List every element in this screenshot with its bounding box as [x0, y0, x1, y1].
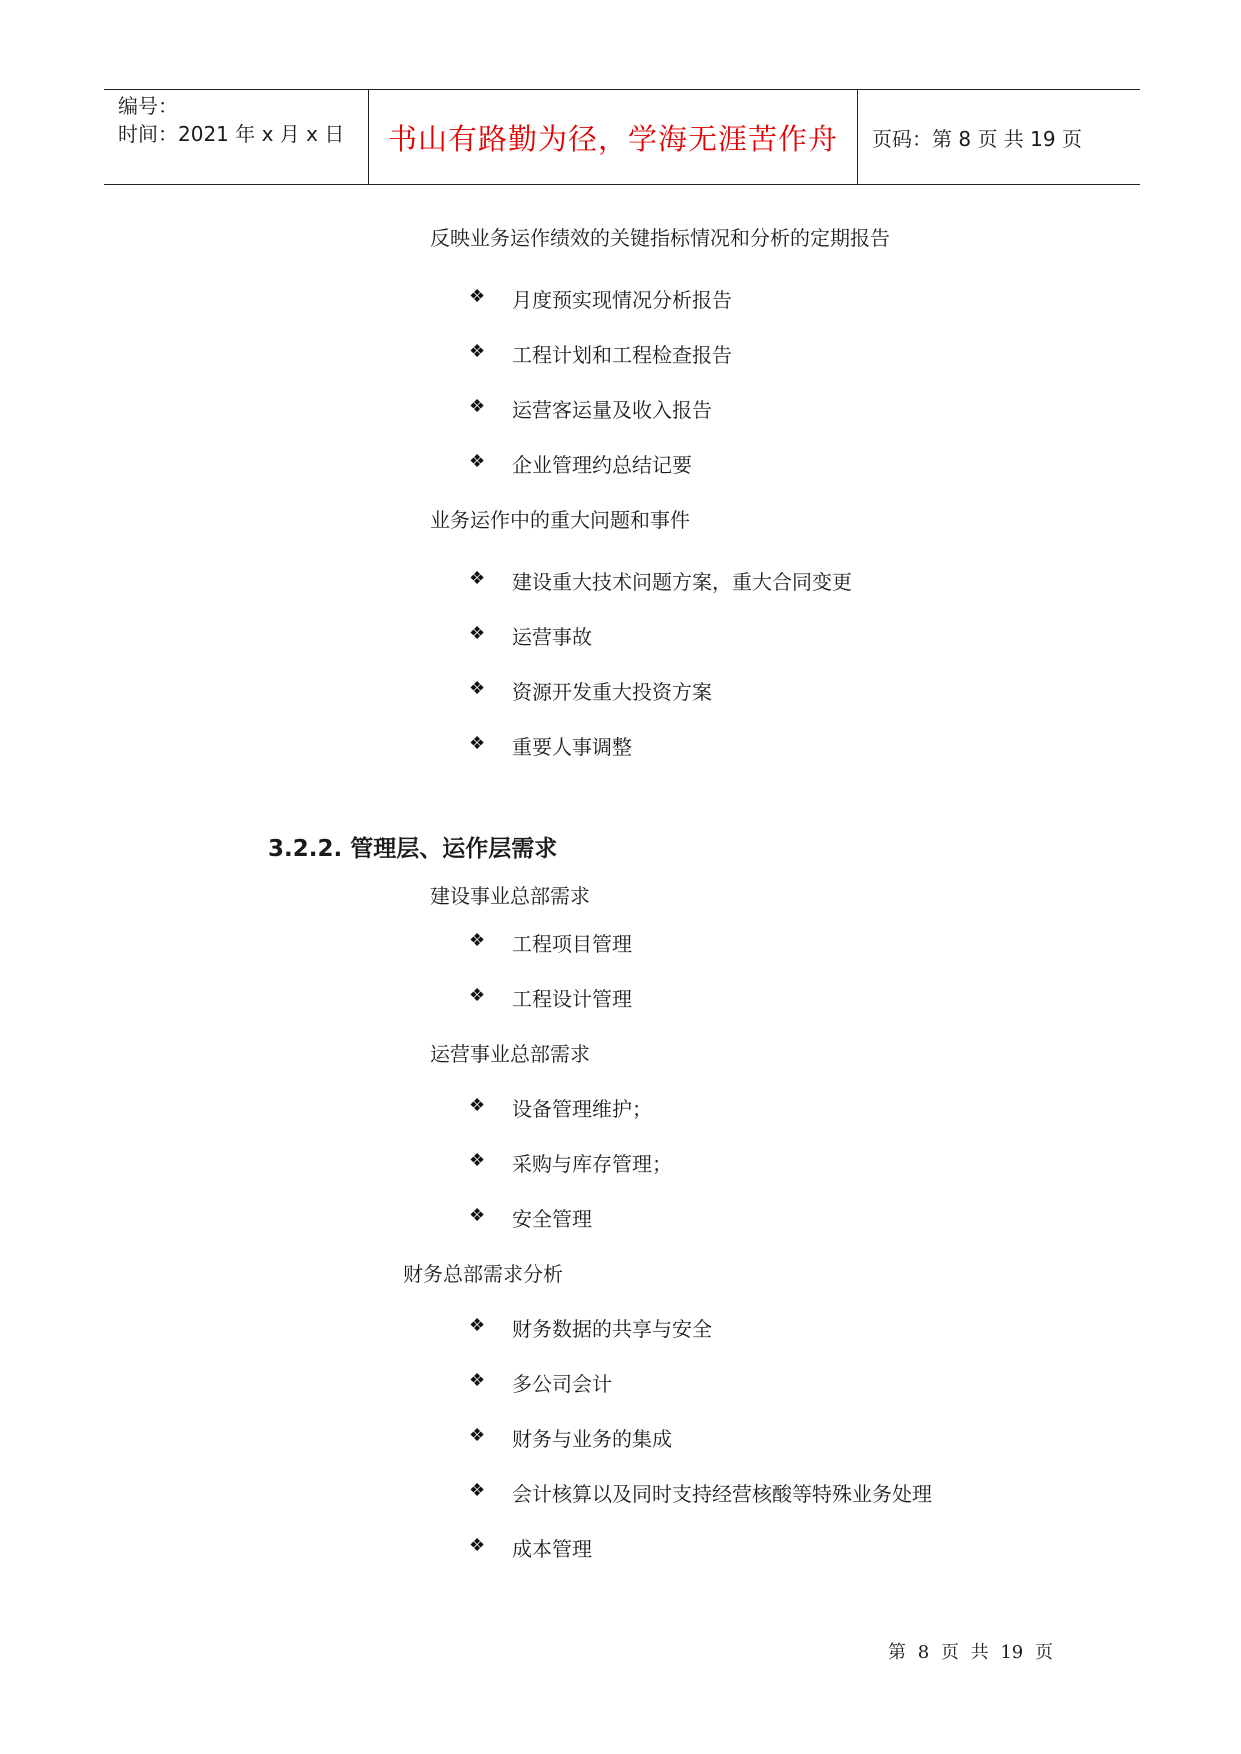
header-meta	[104, 90, 369, 184]
list-item: 财务与业务的集成	[512, 1427, 672, 1451]
document-number-label: 编号：	[118, 94, 178, 118]
section-heading: 3.2.2. 管理层、运作层需求	[268, 836, 558, 862]
paragraph-finance-needs: 财务总部需求分析	[403, 1262, 563, 1286]
diamond-bullet-icon: ❖	[469, 1205, 486, 1226]
diamond-bullet-icon: ❖	[469, 1315, 486, 1336]
list-item: 设备管理维护；	[512, 1097, 652, 1121]
diamond-bullet-icon: ❖	[469, 1425, 486, 1446]
paragraph-operations-needs: 运营事业总部需求	[430, 1042, 590, 1066]
diamond-bullet-icon: ❖	[469, 1535, 486, 1556]
list-item: 企业管理约总结记要	[512, 453, 692, 477]
header-motto-cell	[369, 90, 858, 184]
diamond-bullet-icon: ❖	[469, 623, 486, 644]
diamond-bullet-icon: ❖	[469, 1150, 486, 1171]
paragraph-construction-needs: 建设事业总部需求	[430, 884, 590, 908]
diamond-bullet-icon: ❖	[469, 1370, 486, 1391]
document-time: 时间：2021 年 x 月 x 日	[118, 122, 345, 146]
list-item: 重要人事调整	[512, 735, 632, 759]
list-item: 资源开发重大投资方案	[512, 680, 712, 704]
paragraph-kpi-reports: 反映业务运作绩效的关键指标情况和分析的定期报告	[430, 226, 890, 250]
page-header	[104, 89, 1140, 185]
list-item: 工程设计管理	[512, 987, 632, 1011]
header-page-cell	[858, 90, 1140, 184]
diamond-bullet-icon: ❖	[469, 930, 486, 951]
page-footer: 第 8 页 共 19 页	[888, 1642, 1053, 1663]
diamond-bullet-icon: ❖	[469, 1095, 486, 1116]
list-item: 工程项目管理	[512, 932, 632, 956]
list-item: 建设重大技术问题方案，重大合同变更	[512, 570, 852, 594]
diamond-bullet-icon: ❖	[469, 1480, 486, 1501]
list-item: 采购与库存管理；	[512, 1152, 672, 1176]
diamond-bullet-icon: ❖	[469, 678, 486, 699]
diamond-bullet-icon: ❖	[469, 568, 486, 589]
header-motto: 书山有路勤为径，学海无涯苦作舟	[387, 121, 838, 156]
list-item: 财务数据的共享与安全	[512, 1317, 712, 1341]
list-item: 会计核算以及同时支持经营核酸等特殊业务处理	[512, 1482, 932, 1506]
header-page-number: 页码：第 8 页 共 19 页	[872, 126, 1082, 151]
list-item: 成本管理	[512, 1537, 592, 1561]
diamond-bullet-icon: ❖	[469, 733, 486, 754]
list-item: 运营事故	[512, 625, 592, 649]
list-item: 多公司会计	[512, 1372, 612, 1396]
diamond-bullet-icon: ❖	[469, 396, 486, 417]
list-item: 运营客运量及收入报告	[512, 398, 712, 422]
list-item: 月度预实现情况分析报告	[512, 288, 732, 312]
diamond-bullet-icon: ❖	[469, 985, 486, 1006]
list-item: 工程计划和工程检查报告	[512, 343, 732, 367]
list-item: 安全管理	[512, 1207, 592, 1231]
diamond-bullet-icon: ❖	[469, 341, 486, 362]
paragraph-major-issues: 业务运作中的重大问题和事件	[430, 508, 690, 532]
diamond-bullet-icon: ❖	[469, 286, 486, 307]
diamond-bullet-icon: ❖	[469, 451, 486, 472]
